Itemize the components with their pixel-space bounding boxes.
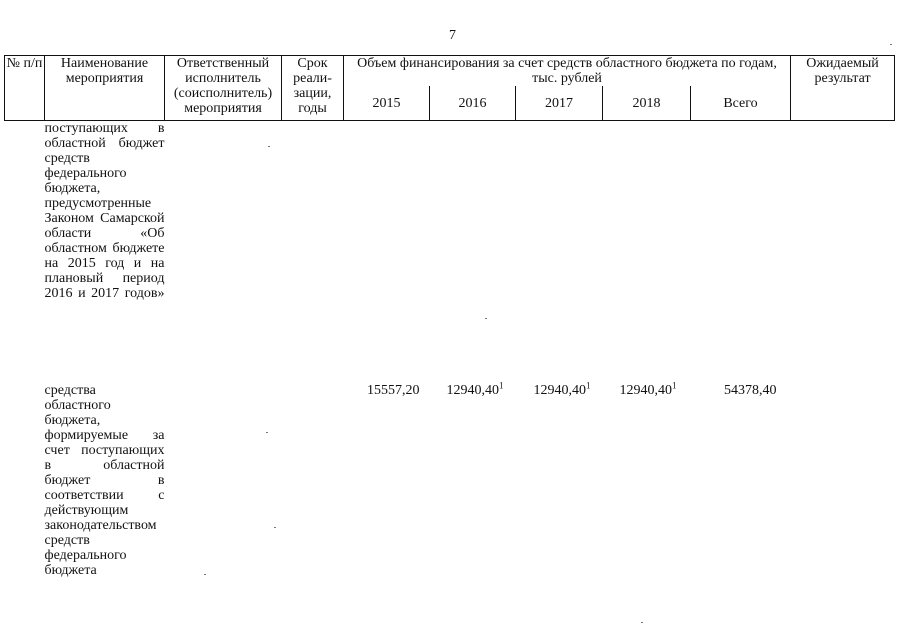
funding-table (4, 55, 895, 603)
header-result: Ожидаемый результат (791, 56, 895, 121)
table-row (5, 121, 895, 384)
value-2016-text: 12940,40 (446, 383, 499, 398)
page-number: 7 (449, 28, 456, 43)
scan-speck (890, 44, 892, 45)
row-result-cell (791, 121, 895, 384)
header-funding-group: Объем финансирования за счет средств областного бюджета по годам, тыс. рублей (344, 56, 791, 87)
header-year-2015: 2015 (344, 86, 430, 121)
header-year-2017: 2017 (516, 86, 603, 121)
value-2016 (430, 121, 516, 384)
value-2018-text: 12940,40 (619, 383, 672, 398)
scan-speck (274, 527, 276, 528)
value-2015-text: 15557,20 (367, 383, 420, 398)
value-2015 (344, 383, 430, 603)
row-responsible-cell (165, 121, 282, 384)
row-num-cell (5, 121, 45, 384)
footnote-mark: 1 (499, 380, 504, 391)
row-period-cell (282, 383, 344, 603)
table-header (5, 56, 895, 121)
footnote-mark: 1 (586, 380, 591, 391)
row-result-cell (791, 383, 895, 603)
value-2017 (516, 380, 603, 603)
footnote-mark: 1 (672, 380, 677, 391)
value-2017-text: 12940,40 (533, 383, 586, 398)
scan-speck (485, 318, 487, 319)
header-year-2016: 2016 (430, 86, 516, 121)
value-2018 (603, 380, 691, 603)
value-total-text: 54378,40 (724, 383, 777, 398)
row-num-cell (5, 383, 45, 603)
table-row (5, 383, 895, 603)
value-2016 (430, 380, 516, 603)
scan-speck (641, 622, 643, 623)
value-2015 (344, 121, 430, 384)
value-2017 (516, 121, 603, 384)
row-responsible-cell (165, 383, 282, 603)
header-responsible: Ответственный исполнитель (соисполнитель) мероприятия (165, 56, 282, 121)
row-name-cell (45, 383, 165, 603)
header-name: Наименование мероприятия (45, 56, 165, 121)
value-2018 (603, 121, 691, 384)
scan-speck (266, 432, 268, 433)
value-total (691, 121, 791, 384)
row-name: поступающих в областной бюджет средств федерального бюджета, предусмотренные Законом Самарской области «Об областном бюджете на 2015 год и на плановый период 2016 и 2017 годов» (44, 121, 165, 301)
scan-speck (204, 574, 206, 575)
row-period-cell (282, 121, 344, 384)
header-year-2018: 2018 (603, 86, 691, 121)
header-num: № п/п (5, 56, 45, 121)
row-name-cell (45, 121, 165, 384)
value-total (691, 383, 791, 603)
scan-speck (268, 146, 270, 147)
row-name: средства областного бюджета, формируемые за счет поступающих в областной бюджет в соответствии с действующим законодательством средств федерального бюджета (44, 383, 165, 578)
header-total: Всего (691, 86, 791, 121)
header-period: Срок реали- зации, годы (282, 56, 344, 121)
